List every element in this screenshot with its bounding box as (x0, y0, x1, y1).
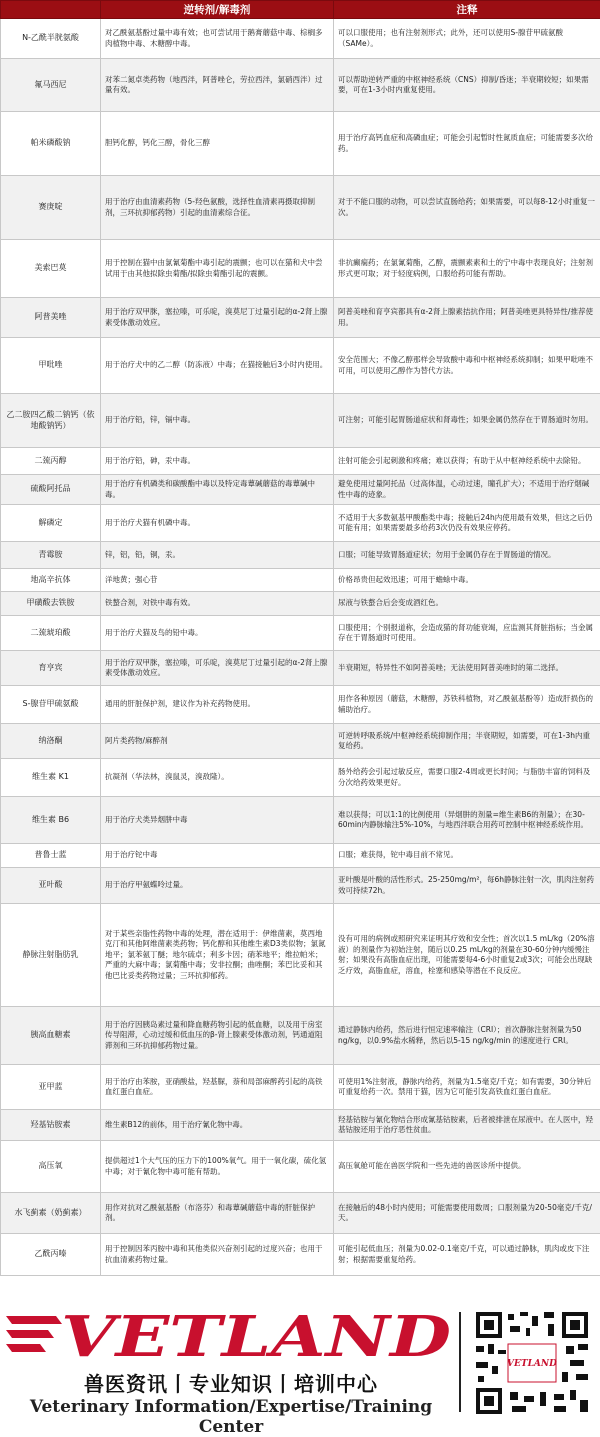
table-row (1, 475, 600, 505)
antidote-use: 对于某些亲脂性药物中毒的处理，潜在适用于：伊维菌素，莫西地克汀和其他阿维菌素类药物；钙化醇和其他维生素D3类似物；氯氮地平；氯苯氨丁醚；地尔硫卓；利多卡因；硝苯地平；维拉帕米；严重的大麻中毒；氯菊酯中毒；安非拉酮；曲唑酮；苯巴比妥和其他巴比妥类药物过量；三环抗抑郁药。 (101, 904, 334, 1007)
drug-name: 亚叶酸 (1, 868, 101, 904)
header-antidote: 逆转剂/解毒剂 (101, 1, 334, 19)
antidote-use: 对乙酰氨基酚过量中毒有效；也可尝试用于鹅膏蘑菇中毒、棕榈多肉植物中毒、木糖醇中毒。 (101, 19, 334, 59)
antidote-note: 难以获得；可以1:1的比例使用（异烟肼的剂量=维生素B6的剂量）；在30-60min内静脉输注5%-10%，与地西泮联合用药可控制中枢神经系统作用。 (334, 797, 600, 844)
logo-wordmark: VETLAND (61, 1304, 452, 1368)
footer-divider (459, 1312, 461, 1412)
drug-name: 二巯琥珀酸 (1, 616, 101, 651)
drug-name: 静脉注射脂肪乳 (1, 904, 101, 1007)
antidote-note: 可注射；可能引起胃肠道症状和肾毒性；如果金属仍然存在于胃肠道时勿用。 (334, 394, 600, 448)
table-row (1, 651, 600, 686)
antidote-use: 用于治疗因胰岛素过量和降血糖药物引起的低血糖，以及用于房室传导阻滞，心动过缓和低血压的β-肾上腺素受体激动剂，钙通道阻滞剂和三环抗抑郁药物过量。 (101, 1007, 334, 1065)
drug-name: 美索巴莫 (1, 240, 101, 298)
antidote-note: 注射可能会引起刺激和疼痛；难以获得；有助于从中枢神经系统中去除铅。 (334, 448, 600, 475)
table-header-row (1, 1, 600, 19)
table-row (1, 176, 600, 240)
antidote-use: 对苯二氮卓类药物（地西泮，阿普唑仑，劳拉西泮，氯硝西泮）过量有效。 (101, 59, 334, 112)
table-row (1, 569, 600, 592)
drug-name: 乙酰丙嗪 (1, 1234, 101, 1276)
drug-name: 羟基钴胺素 (1, 1110, 101, 1141)
table-row (1, 542, 600, 569)
footer-banner (0, 1302, 600, 1421)
table-row (1, 904, 600, 1007)
drug-name: 赛庚啶 (1, 176, 101, 240)
drug-name: 硫酸阿托品 (1, 475, 101, 505)
antidote-use: 提供超过1个大气压的压力下的100%氧气。用于一氧化碳，硫化氢中毒；对于氰化物中毒可能有帮助。 (101, 1141, 334, 1193)
table-row (1, 394, 600, 448)
antidote-note: 在接触后的48小时内使用；可能需要使用数周；口服剂量为20-50毫克/千克/天。 (334, 1193, 600, 1234)
table-row (1, 19, 600, 59)
antidote-note: 避免使用过量阿托品（过高体温，心动过速，瞳孔扩大）；不适用于治疗烟碱性中毒的迹象。 (334, 475, 600, 505)
antidote-note: 可以口服使用；也有注射剂形式；此外，还可以使用S-腺苷甲硫氨酸（SAMe）。 (334, 19, 600, 59)
antidote-note: 可逆转呼吸系统/中枢神经系统抑制作用；半衰期短，如需要，可在1-3h内重复给药。 (334, 724, 600, 759)
drug-name: N-乙酰半胱氨酸 (1, 19, 101, 59)
table-row (1, 797, 600, 844)
antidote-use: 用于治疗由苯胺，亚硝酸盐，羟基脲，萘和局部麻醉药引起的高铁血红蛋白血症。 (101, 1065, 334, 1110)
antidote-use: 用于治疗铊中毒 (101, 844, 334, 868)
drug-name: 维生素 B6 (1, 797, 101, 844)
vetland-logo (4, 1304, 458, 1368)
drug-name: 阿普美唑 (1, 298, 101, 338)
antidote-use: 用于治疗犬类异烟肼中毒 (101, 797, 334, 844)
antidote-use: 用于治疗有机磷类和碳酸酯中毒以及特定毒蕈碱蘑菇的毒蕈碱中毒。 (101, 475, 334, 505)
antidote-use: 用于治疗犬猫及鸟的铅中毒。 (101, 616, 334, 651)
antidote-use: 用于控制在猫中由氯氰菊酯中毒引起的震颤；也可以在猫和犬中尝试用于由其他拟除虫菊酯/拟除虫菊酯引起的震颤。 (101, 240, 334, 298)
antidote-use: 用于治疗双甲脒，塞拉嗪，可乐啶，溴莫尼丁过量引起的α-2肾上腺素受体激动效应。 (101, 298, 334, 338)
antidote-note: 用作各种原因（蘑菇，木糖醇，苏铁科植物，对乙酰氨基酚等）造成肝损伤的辅助治疗。 (334, 686, 600, 724)
footer-tagline: 兽医资讯丨专业知识丨培训中心 (4, 1368, 458, 1397)
drug-name: 亚甲蓝 (1, 1065, 101, 1110)
table-row (1, 448, 600, 475)
table-row (1, 616, 600, 651)
antidote-use: 阿片类药物/麻醉剂 (101, 724, 334, 759)
antidote-note: 可能引起低血压；剂量为0.02-0.1毫克/千克，可以通过静脉，肌肉或皮下注射；根据需要重复给药。 (334, 1234, 600, 1276)
antidote-note: 口服使用；个别报道称，会造成猫的肾功能衰竭，应监测其肾脏指标；当金属存在于胃肠道时可使用。 (334, 616, 600, 651)
antidote-note: 高压氧舱可能在兽医学院和一些先进的兽医诊所中提供。 (334, 1141, 600, 1193)
antidote-note: 用于治疗高钙血症和高磷血症；可能会引起暂时性氮质血症；可能需要多次给药。 (334, 112, 600, 176)
drug-name: 纳洛酮 (1, 724, 101, 759)
table-row (1, 844, 600, 868)
antidote-use: 维生素B12的前体，用于治疗氰化物中毒。 (101, 1110, 334, 1141)
antidote-use: 洋地黄；强心苷 (101, 569, 334, 592)
antidote-use: 用于治疗犬猫有机磷中毒。 (101, 505, 334, 542)
antidote-use: 铁螯合剂，对铁中毒有效。 (101, 592, 334, 616)
antidote-note: 羟基钴胺与氰化物结合形成氰基钴胺素，后者被排泄在尿液中。在人医中，羟基钴胺还用于治疗恶性贫血。 (334, 1110, 600, 1141)
antidote-note: 价格昂贵但起效迅速；可用于蟾蜍中毒。 (334, 569, 600, 592)
table-row (1, 868, 600, 904)
qr-center-label: VETLAND (507, 1359, 557, 1369)
antidote-note: 尿液与铁螯合后会变成酒红色。 (334, 592, 600, 616)
table-row (1, 759, 600, 797)
table-row (1, 505, 600, 542)
antidote-note: 口服；可能导致胃肠道症状；勿用于金属仍存在于胃肠道的情况。 (334, 542, 600, 569)
antidote-note: 非抗癫痫药；在氯氰菊酯，乙醇，震颤素素和土的宁中毒中表现良好；注射剂形式更可取；对于轻度病例，口服给药可能有帮助。 (334, 240, 600, 298)
table-row (1, 1065, 600, 1110)
antidote-note: 可以帮助逆转严重的中枢神经系统（CNS）抑制/昏迷；半衰期较短；如果需要，可在1-3小时内重复使用。 (334, 59, 600, 112)
header-name (1, 1, 101, 19)
drug-name: 二巯丙醇 (1, 448, 101, 475)
antidote-use: 用作对抗对乙酰氨基酚（布洛芬）和毒蕈碱蘑菇中毒的肝脏保护剂。 (101, 1193, 334, 1234)
qr-code-icon (470, 1308, 594, 1418)
antidote-note: 安全范围大；不像乙醇那样会导致酸中毒和中枢神经系统抑制；如果甲吡唑不可用，可以使用乙醇作为替代方法。 (334, 338, 600, 394)
drug-name: 胰高血糖素 (1, 1007, 101, 1065)
logo-swoosh (6, 1316, 62, 1352)
table-row (1, 1141, 600, 1193)
drug-name: 普鲁士蓝 (1, 844, 101, 868)
antidote-note: 通过静脉内给药，然后进行恒定速率输注（CRI）；首次静脉注射剂量为50 ng/kg，以0.9%盐水稀释，然后以5-15 ng/kg/min 的速度进行 CRI。 (334, 1007, 600, 1065)
table-row (1, 112, 600, 176)
antidote-note: 口服；难获得，铊中毒目前不常见。 (334, 844, 600, 868)
table-row (1, 240, 600, 298)
drug-name: 甲吡唑 (1, 338, 101, 394)
antidote-note: 亚叶酸是叶酸的活性形式。25-250mg/m²，每6h静脉注射一次，肌肉注射药效可持续72h。 (334, 868, 600, 904)
table-row (1, 1110, 600, 1141)
antidote-use: 用于治疗铅，锌，镉中毒。 (101, 394, 334, 448)
brand-block (4, 1302, 454, 1421)
table-row (1, 1193, 600, 1234)
drug-name: S-腺苷甲硫氨酸 (1, 686, 101, 724)
table-row (1, 1234, 600, 1276)
drug-name: 氟马西尼 (1, 59, 101, 112)
drug-name: 乙二胺四乙酸二钠钙（依地酸钠钙） (1, 394, 101, 448)
antidote-use: 用于控制因苯丙胺中毒和其他类似兴奋剂引起的过度兴奋；也用于抗血清素药物过量。 (101, 1234, 334, 1276)
drug-name: 育亨宾 (1, 651, 101, 686)
table-row (1, 724, 600, 759)
antidote-use: 用于治疗犬中的乙二醇（防冻液）中毒；在猫接触后3小时内使用。 (101, 338, 334, 394)
antidote-use: 胆钙化醇，钙化三醇，骨化三醇 (101, 112, 334, 176)
table-row (1, 592, 600, 616)
antidote-use: 用于治疗双甲脒，塞拉嗪，可乐啶，溴莫尼丁过量引起的α-2肾上腺素受体激动效应。 (101, 651, 334, 686)
table-row (1, 686, 600, 724)
drug-name: 高压氧 (1, 1141, 101, 1193)
drug-name: 维生素 K1 (1, 759, 101, 797)
antidote-note: 对于不能口服的动物，可以尝试直肠给药；如果需要，可以每8-12小时重复一次。 (334, 176, 600, 240)
antidote-use: 抗凝剂（华法林，溴鼠灵，溴敌隆）。 (101, 759, 334, 797)
antidote-use: 用于治疗由血清素药物（5-羟色氨酸，选择性血清素再摄取抑制剂，三环抗抑郁药物）引起的血清素综合征。 (101, 176, 334, 240)
drug-name: 青霉胺 (1, 542, 101, 569)
table-row (1, 298, 600, 338)
footer-subline: Veterinary Information/Expertise/Training Center (4, 1397, 458, 1437)
antidote-note: 肠外给药会引起过敏反应，需要口服2-4周或更长时间；与脂肪丰富的饲料及分次给药效果更好。 (334, 759, 600, 797)
header-notes: 注释 (334, 1, 600, 19)
antidote-note: 不适用于大多数氨基甲酸酯类中毒；接触后24h内使用最有效果，但这之后仍可能有用；如果需要最多给药3次仍没有效果应停药。 (334, 505, 600, 542)
table-row (1, 59, 600, 112)
table-row (1, 338, 600, 394)
antidote-use: 用于治疗铅，砷，汞中毒。 (101, 448, 334, 475)
antidote-use: 通用的肝脏保护剂，建议作为补充药物使用。 (101, 686, 334, 724)
antidote-note: 没有可用的病例或照研究来证明其疗效和安全性；首次以1.5 mL/kg（20%溶液）的剂量作为初始注射，随后以0.25 mL/kg的剂量在30-60分钟内缓慢注射；如果没有高脂血症出现，可能需要每4-6小时重复2或3次；可能会出现缺乏疗效，高脂血症，溶血，栓塞和感染等潜在不良反应。 (334, 904, 600, 1007)
antidote-note: 可使用1%注射液，静脉内给药，剂量为1.5毫克/千克；如有需要，30分钟后可重复给药一次。禁用于猫，因为它可能引发高铁血红蛋白血症。 (334, 1065, 600, 1110)
table-row (1, 1007, 600, 1065)
drug-name: 地高辛抗体 (1, 569, 101, 592)
antidote-use: 锌，铝，铅，铜，汞。 (101, 542, 334, 569)
drug-name: 甲磺酸去铁胺 (1, 592, 101, 616)
drug-name: 解磷定 (1, 505, 101, 542)
drug-name: 帕米磷酸钠 (1, 112, 101, 176)
antidote-use: 用于治疗甲氨蝶呤过量。 (101, 868, 334, 904)
antidote-note: 半衰期短，特异性不如阿普美唑；无法使用阿普美唑时的第二选择。 (334, 651, 600, 686)
drug-name: 水飞蓟素（奶蓟素） (1, 1193, 101, 1234)
antidote-note: 阿普美唑和育亨宾都具有α-2肾上腺素拮抗作用；阿普美唑更具特异性/推荐使用。 (334, 298, 600, 338)
